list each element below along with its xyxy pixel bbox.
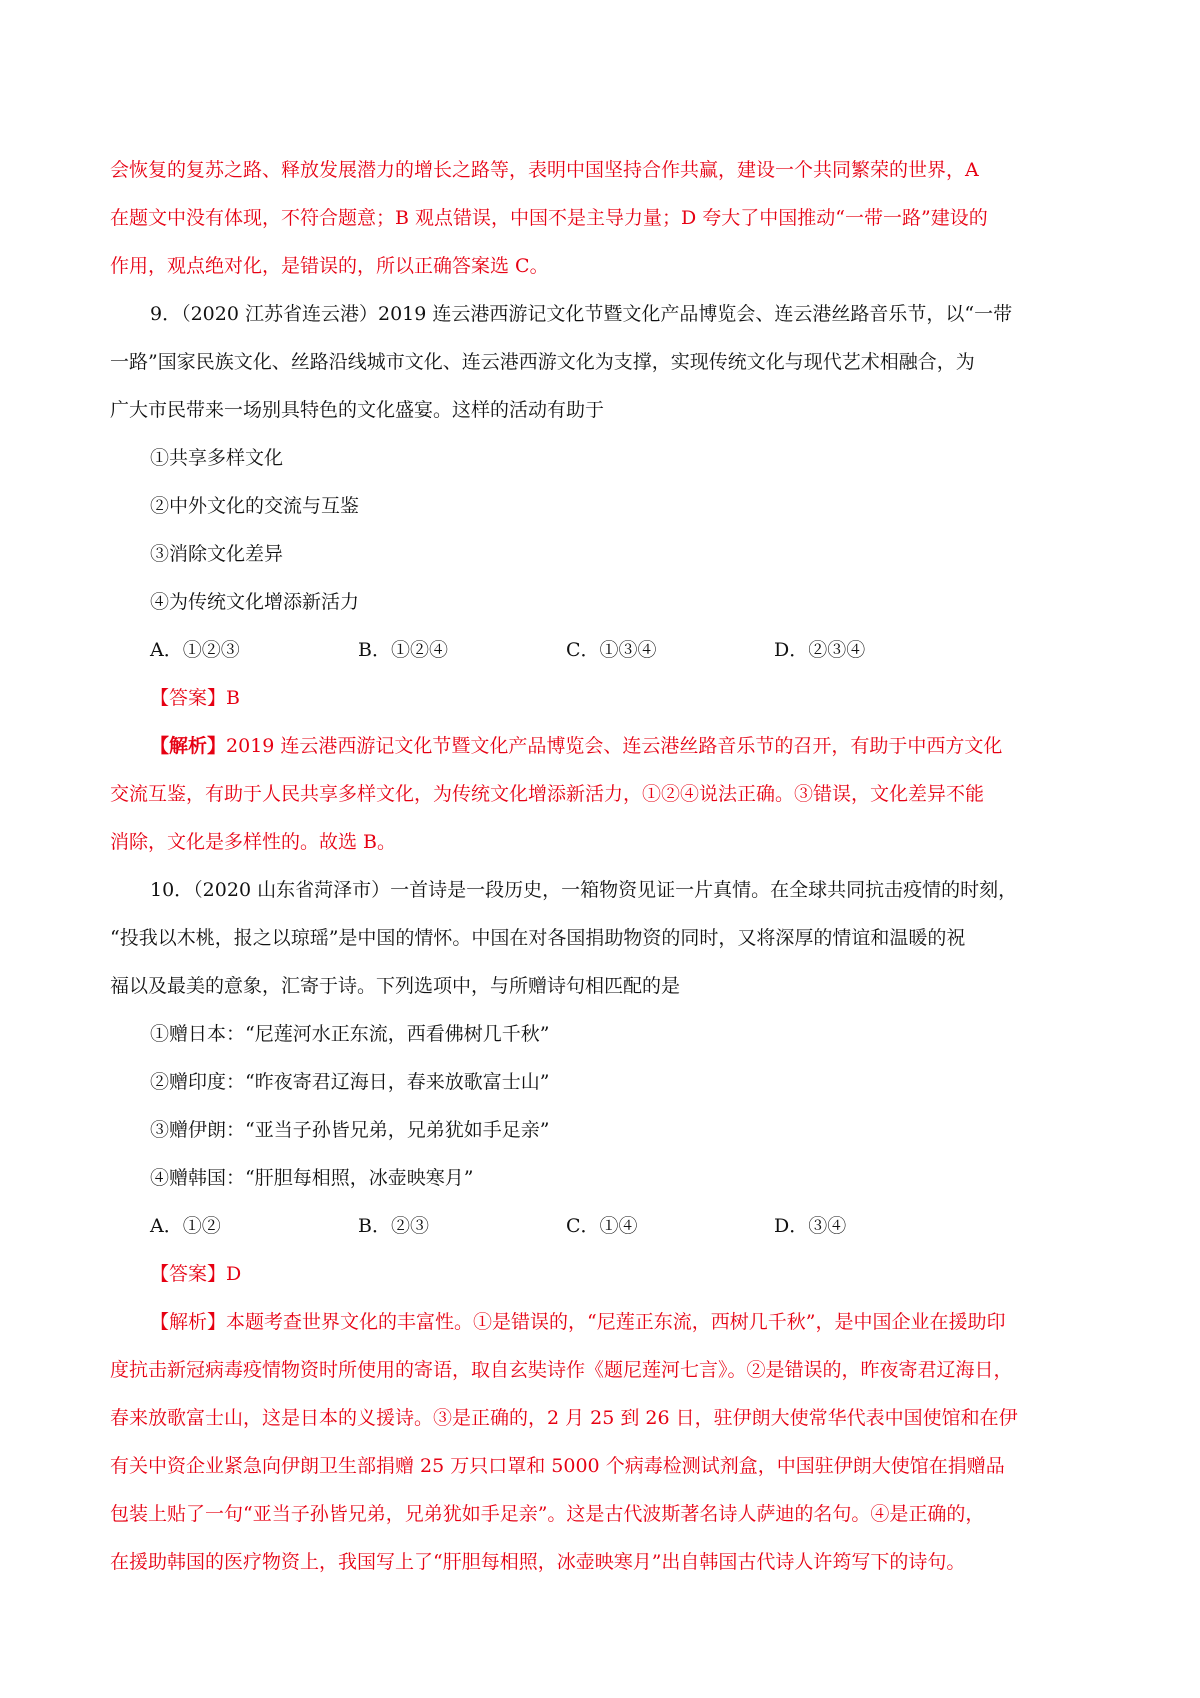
q9-analysis-line: 消除，文化是多样性的。故选 B。 bbox=[110, 831, 397, 853]
prev-analysis-line: 在题文中没有体现，不符合题意；B 观点错误，中国不是主导力量；D 夸大了中国推动“一带一路”建设的 bbox=[110, 207, 988, 229]
q9-analysis-label: 【解析】 bbox=[150, 735, 227, 757]
q9-item: ③消除文化差异 bbox=[150, 543, 284, 565]
q9-answer-value: B bbox=[226, 687, 240, 709]
q10-analysis-line bbox=[110, 1298, 1100, 1346]
q10-option-a: A．①② bbox=[150, 1215, 221, 1237]
q10-analysis-line: 春来放歌富士山，这是日本的义援诗。③是正确的，2 月 25 到 26 日，驻伊朗大使常华代表中国使馆和在伊 bbox=[110, 1407, 1018, 1429]
q10-option-d: D．③④ bbox=[774, 1215, 847, 1237]
q9-option-a: A．①②③ bbox=[150, 639, 240, 661]
q10-item: ③赠伊朗：“亚当子孙皆兄弟，兄弟犹如手足亲” bbox=[150, 1119, 550, 1141]
q10-item: ④赠韩国：“肝胆每相照，冰壶映寒月” bbox=[150, 1167, 474, 1189]
page-content bbox=[110, 146, 1100, 1586]
q9-option-b: B．①②④ bbox=[358, 639, 448, 661]
q9-analysis-line bbox=[110, 722, 1100, 770]
q10-stem-line: 福以及最美的意象，汇寄于诗。下列选项中，与所赠诗句相匹配的是 bbox=[110, 975, 681, 997]
q10-answer-label: 【答案】 bbox=[150, 1263, 227, 1285]
q9-stem-line: 一路”国家民族文化、丝路沿线城市文化、连云港西游文化为支撑，实现传统文化与现代艺术相融合，为 bbox=[110, 351, 975, 373]
q10-option-b: B．②③ bbox=[358, 1215, 429, 1237]
q9-answer bbox=[110, 674, 1100, 722]
q9-answer-label: 【答案】 bbox=[150, 687, 227, 709]
q10-analysis-label: 【解析】 bbox=[150, 1311, 227, 1333]
q9-item: ①共享多样文化 bbox=[150, 447, 284, 469]
q9-option-c: C．①③④ bbox=[566, 639, 657, 661]
q10-answer-value: D bbox=[226, 1263, 242, 1285]
q10-analysis-line: 在援助韩国的医疗物资上，我国写上了“肝胆每相照，冰壶映寒月”出自韩国古代诗人许筠写下的诗句。 bbox=[110, 1551, 966, 1573]
q10-analysis-line: 包装上贴了一句“亚当子孙皆兄弟，兄弟犹如手足亲”。这是古代波斯著名诗人萨迪的名句。④是正确的， bbox=[110, 1503, 985, 1525]
q9-stem-line: 广大市民带来一场别具特色的文化盛宴。这样的活动有助于 bbox=[110, 399, 605, 421]
q9-item: ④为传统文化增添新活力 bbox=[150, 591, 360, 613]
q10-answer bbox=[110, 1250, 1100, 1298]
q10-stem-line: 10．（2020 山东省菏泽市）一首诗是一段历史，一箱物资见证一片真情。在全球共同抗击疫情的时刻， bbox=[150, 879, 1018, 901]
q10-analysis-text: 本题考查世界文化的丰富性。①是错误的，“尼莲正东流，西树几千秋”，是中国企业在援助印 bbox=[226, 1311, 1006, 1333]
q9-options bbox=[110, 626, 1100, 674]
q10-stem-line: “投我以木桃，报之以琼瑶”是中国的情怀。中国在对各国捐助物资的同时，又将深厚的情谊和温暖的祝 bbox=[110, 927, 966, 949]
q10-item: ①赠日本：“尼莲河水正东流，西看佛树几千秋” bbox=[150, 1023, 550, 1045]
q9-item: ②中外文化的交流与互鉴 bbox=[150, 495, 360, 517]
q10-item: ②赠印度：“昨夜寄君辽海日，春来放歌富士山” bbox=[150, 1071, 550, 1093]
q10-options bbox=[110, 1202, 1100, 1250]
q9-analysis-line: 交流互鉴，有助于人民共享多样文化，为传统文化增添新活力，①②④说法正确。③错误，文化差异不能 bbox=[110, 783, 985, 805]
q10-option-c: C．①④ bbox=[566, 1215, 638, 1237]
prev-analysis-line: 作用，观点绝对化，是错误的，所以正确答案选 C。 bbox=[110, 255, 549, 277]
q9-option-d: D．②③④ bbox=[774, 639, 866, 661]
prev-analysis-line: 会恢复的复苏之路、释放发展潜力的增长之路等，表明中国坚持合作共赢，建设一个共同繁荣的世界，A bbox=[110, 159, 979, 181]
q9-stem-line: 9．（2020 江苏省连云港）2019 连云港西游记文化节暨文化产品博览会、连云港丝路音乐节，以“一带 bbox=[150, 303, 1013, 325]
q10-analysis-line: 有关中资企业紧急向伊朗卫生部捐赠 25 万只口罩和 5000 个病毒检测试剂盒，中国驻伊朗大使馆在捐赠品 bbox=[110, 1455, 1005, 1477]
q10-analysis-line: 度抗击新冠病毒疫情物资时所使用的寄语，取自玄奘诗作《题尼莲河七言》。②是错误的，昨夜寄君辽海日， bbox=[110, 1359, 1013, 1381]
q9-analysis-text: 2019 连云港西游记文化节暨文化产品博览会、连云港丝路音乐节的召开，有助于中西方文化 bbox=[226, 735, 1003, 757]
